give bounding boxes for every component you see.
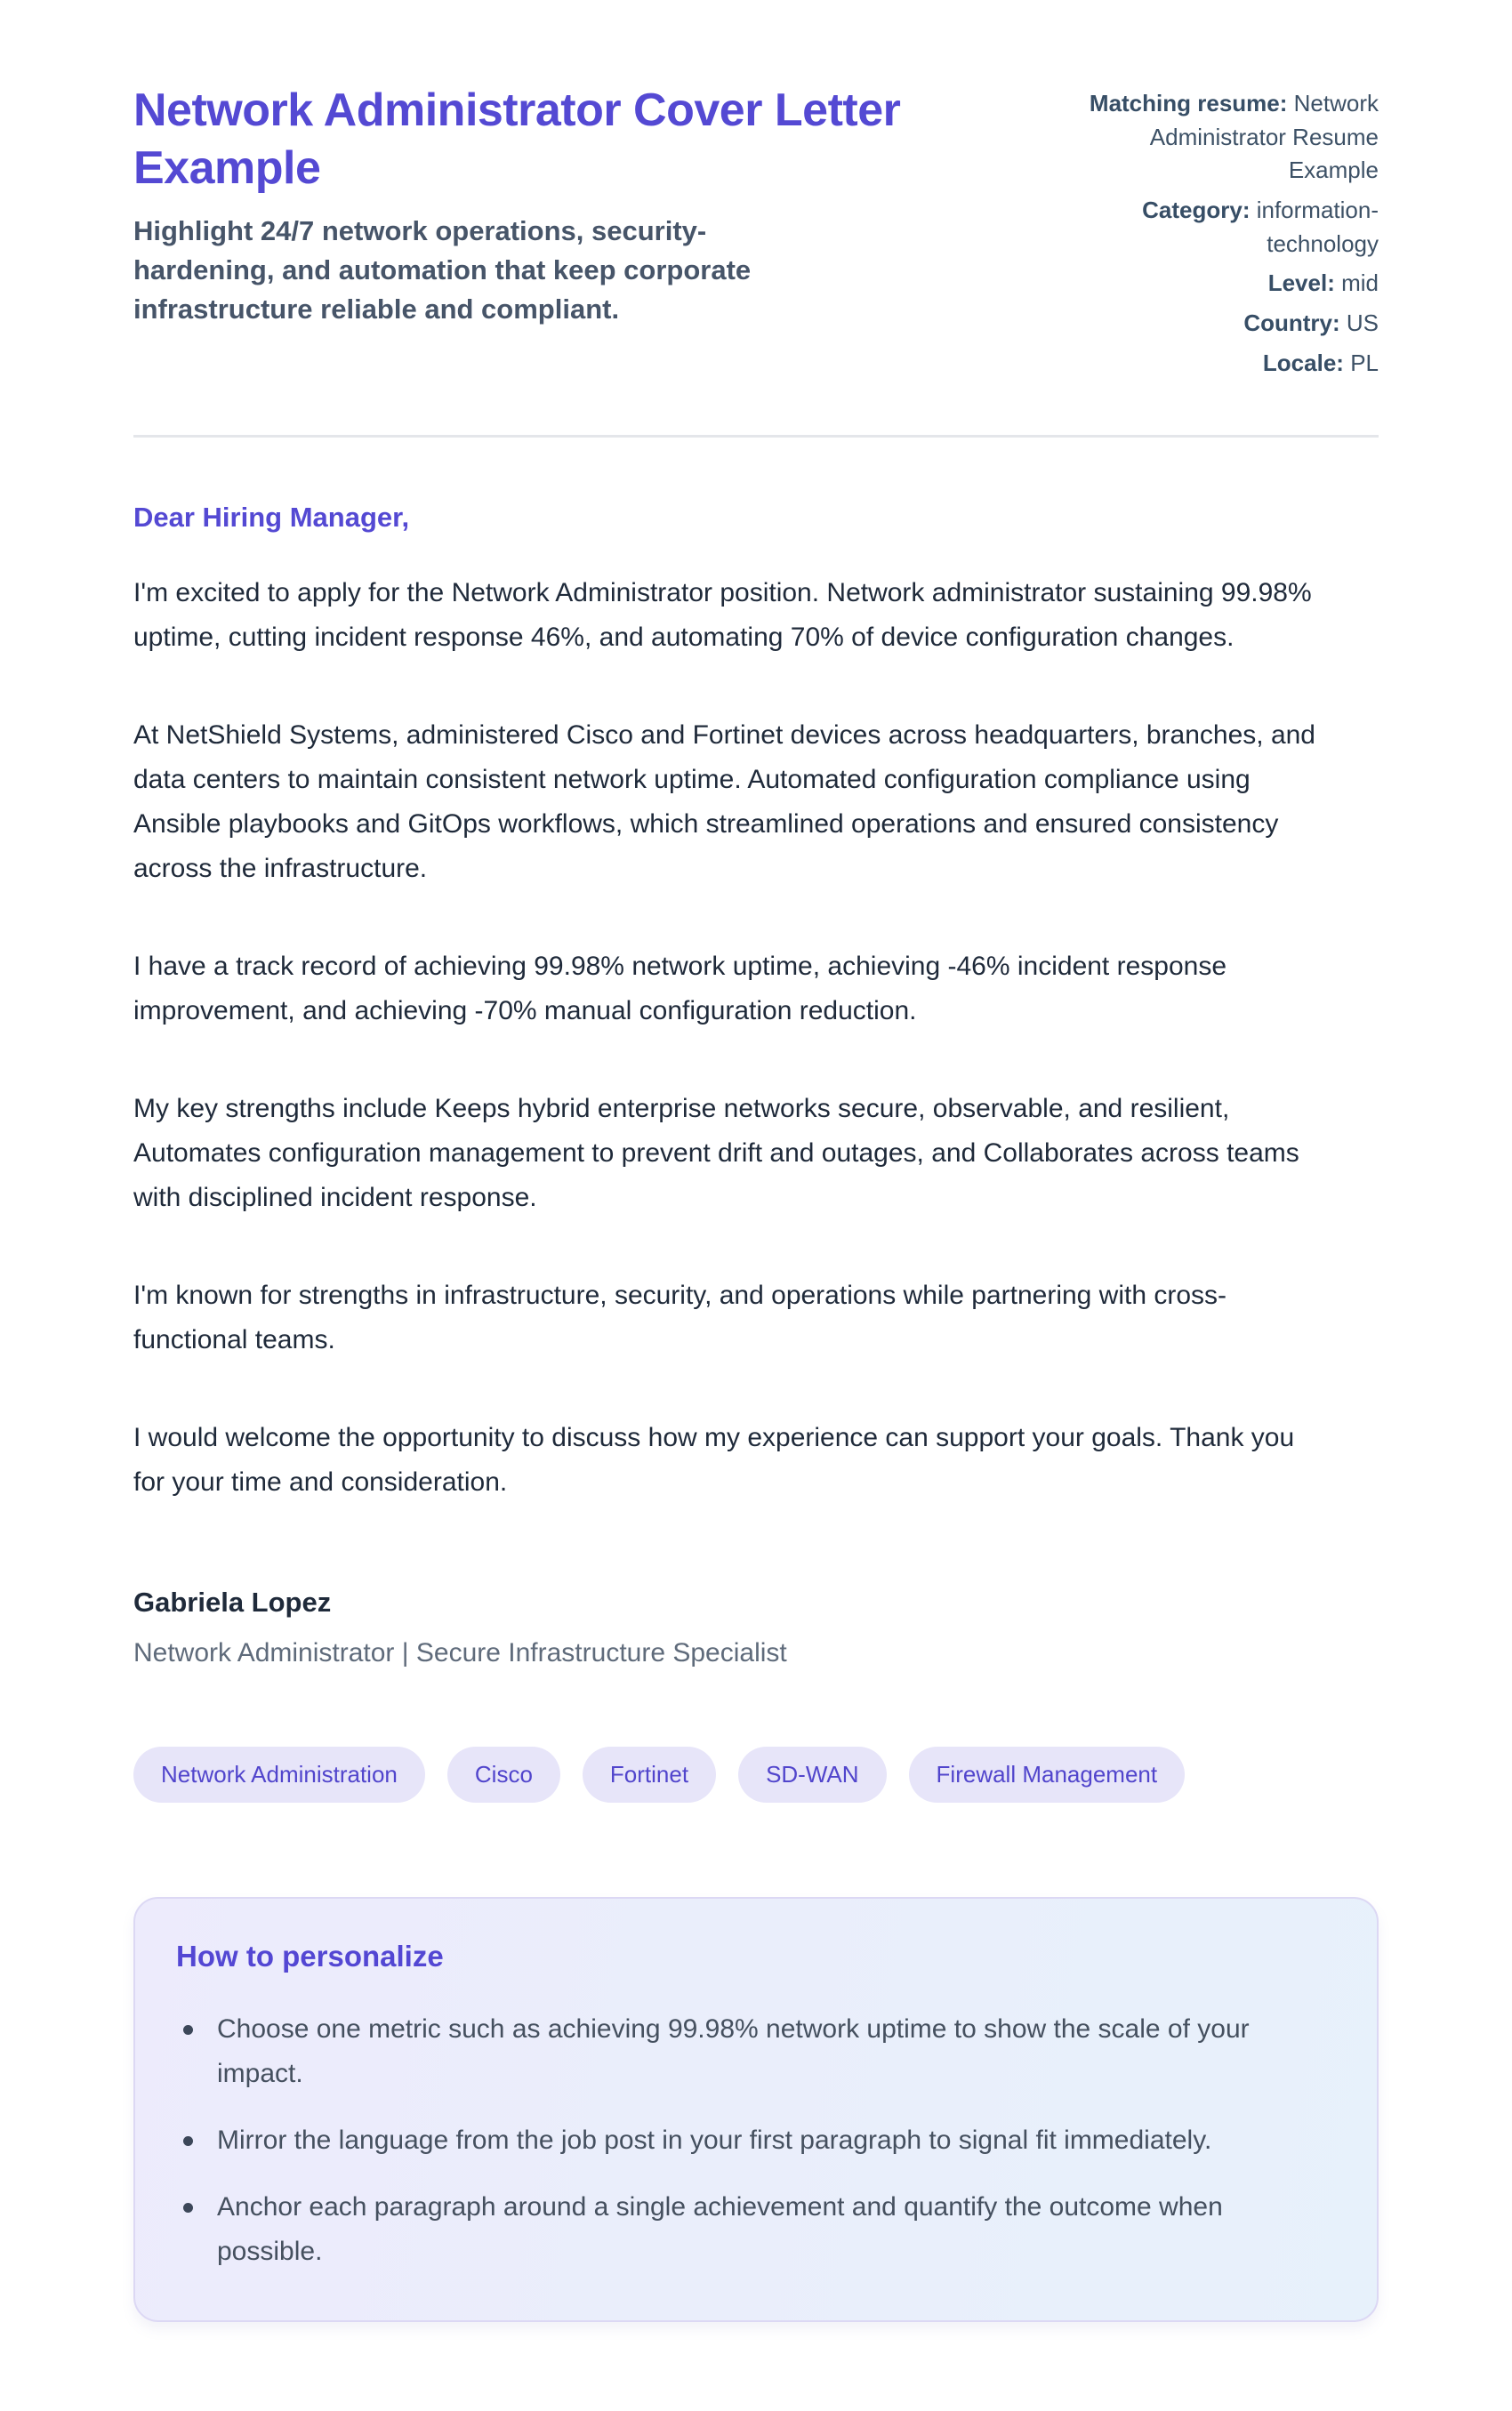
signature-block [133, 1587, 1379, 1668]
signature-role: Network Administrator | Secure Infrastructure Specialist [133, 1637, 787, 1668]
signature-name: Gabriela Lopez [133, 1586, 332, 1618]
meta-value: Network Administrator Resume Example [1149, 90, 1379, 184]
letter-paragraph-1: I'm excited to apply for the Network Administrator position. Network administrator sustaining 99.98% uptime, cutting incident response 46%, and automating 70% of device configuration changes. [133, 577, 1312, 652]
tag-chip-fortinet[interactable]: Fortinet [583, 1747, 716, 1803]
callout-heading: How to personalize [176, 1939, 444, 1973]
tag-chip-sd-wan[interactable]: SD-WAN [738, 1747, 886, 1803]
page-title: Network Administrator Cover Letter Example [133, 84, 901, 194]
meta-value: US [1346, 309, 1379, 337]
meta-panel [1076, 82, 1379, 387]
letter-paragraph-5: I'm known for strengths in infrastructure, security, and operations while partnering with cross-functional teams. [133, 1280, 1227, 1354]
meta-label: Country: [1243, 309, 1340, 337]
meta-label: Category: [1142, 197, 1251, 224]
page-subtitle: Highlight 24/7 network operations, security-hardening, and automation that keep corporate infrastructure reliable and compliant. [133, 215, 752, 325]
tag-chip-firewall-management[interactable]: Firewall Management [909, 1747, 1186, 1803]
header-divider [133, 435, 1379, 438]
tips-list [176, 2007, 1332, 2274]
meta-value: mid [1341, 269, 1379, 297]
page-header [133, 82, 1379, 387]
letter-paragraph-3: I have a track record of achieving 99.98% network uptime, achieving -46% incident response improvement, and achieving -70% manual configuration reduction. [133, 951, 1227, 1025]
tag-chip-network-administration[interactable]: Network Administration [133, 1747, 425, 1803]
meta-label: Matching resume: [1089, 90, 1288, 117]
meta-label: Locale: [1262, 349, 1344, 376]
tag-chip-cisco[interactable]: Cisco [447, 1747, 560, 1803]
meta-value: PL [1350, 349, 1379, 376]
tag-list [133, 1747, 1379, 1803]
tip-item-1: Choose one metric such as achieving 99.98% network uptime to show the scale of your impact. [217, 2007, 1284, 2096]
meta-value: information-technology [1256, 197, 1379, 257]
tip-item-3: Anchor each paragraph around a single achievement and quantify the outcome when possible. [217, 2185, 1284, 2274]
meta-country [1076, 307, 1379, 341]
salutation: Dear Hiring Manager, [133, 501, 410, 533]
meta-matching-resume [1076, 87, 1379, 188]
tip-item-2: Mirror the language from the job post in your first paragraph to signal fit immediately. [217, 2118, 1284, 2163]
personalize-callout [133, 1897, 1379, 2322]
letter-paragraph-4: My key strengths include Keeps hybrid enterprise networks secure, observable, and resilient, Automates configuration management to prevent drift and outages, and Collaborates across teams with disciplined incident response. [133, 1093, 1299, 1212]
letter-body [133, 502, 1379, 1668]
letter-paragraph-6: I would welcome the opportunity to discuss how my experience can support your goals. Thank you for your time and consideration. [133, 1422, 1295, 1497]
meta-locale [1076, 347, 1379, 381]
meta-category [1076, 194, 1379, 261]
meta-level [1076, 267, 1379, 301]
letter-paragraph-2: At NetShield Systems, administered Cisco and Fortinet devices across headquarters, branches, and data centers to maintain consistent network uptime. Automated configuration compliance using Ansible playbooks and GitOps workflows, which streamlined operations and ensured consistency across the infrastructure. [133, 719, 1315, 883]
meta-label: Level: [1267, 269, 1335, 297]
header-title-block [133, 82, 1076, 329]
